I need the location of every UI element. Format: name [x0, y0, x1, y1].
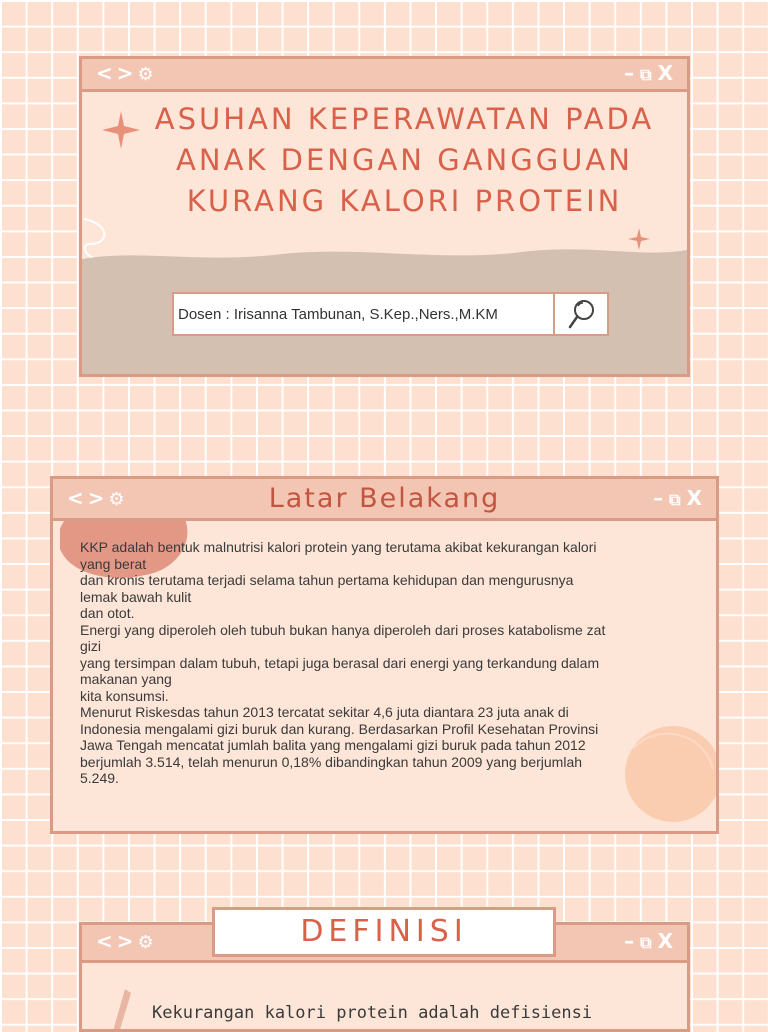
minimize-icon[interactable]: – [624, 61, 635, 85]
gear-icon[interactable]: ⚙ [137, 932, 158, 953]
gear-icon[interactable]: ⚙ [108, 489, 129, 510]
definition-text: Kekurangan kalori protein adalah defisiensi [152, 1003, 593, 1023]
title-window [79, 56, 690, 377]
window-controls [618, 61, 673, 85]
search-button[interactable] [553, 294, 607, 334]
gear-icon[interactable]: ⚙ [137, 64, 158, 85]
search-bar[interactable] [172, 292, 609, 336]
window-controls [618, 929, 673, 953]
minimize-icon[interactable]: – [653, 486, 664, 510]
title-window-titlebar [82, 59, 687, 92]
maximize-icon[interactable]: ⧉ [669, 490, 681, 509]
background-window-titlebar [53, 479, 716, 521]
close-icon[interactable]: X [686, 486, 702, 510]
sparkle-icon [100, 109, 142, 151]
chevron-right-icon[interactable]: > [116, 929, 138, 953]
window-controls [647, 486, 702, 510]
minimize-icon[interactable]: – [624, 929, 635, 953]
section-title-definisi: DEFINISI [300, 914, 468, 949]
background-paragraph: KKP adalah bentuk malnutrisi kalori protein yang terutama akibat kekurangan kalori yang berat dan kronis terutama terjadi selama tahun pertama kehidupan dan mengurusnya lemak bawah kulit dan otot. Energi yang diperoleh oleh tubuh bukan hanya diperoleh dari proses katabolisme zat gizi yang tersimpan dalam tubuh, tetapi juga berasal dari energi yang terkandung dalam makanan yang kita konsumsi. Menurut Riskesdas tahun 2013 tercatat sekitar 4,6 juta diantara 23 juta anak di Indonesia mengalami gizi buruk dan kurang. Berdasarkan Profil Kesehatan Provinsi Jawa Tengah mencatat jumlah balita yang mengalami gizi buruk pada tahun 2012 berjumlah 3.514, telah menurun 0,18% dibandingkan tahun 2009 yang berjumlah 5.249. [80, 539, 606, 786]
definition-title-tab [212, 907, 556, 957]
chevron-left-icon[interactable]: < [96, 61, 117, 85]
chevron-left-icon[interactable]: < [96, 929, 117, 953]
brush-decoration [107, 985, 137, 1032]
chevron-left-icon[interactable]: < [67, 486, 88, 510]
magnifier-icon [555, 294, 607, 334]
nav-controls [96, 929, 158, 953]
maximize-icon[interactable]: ⧉ [640, 65, 652, 84]
maximize-icon[interactable]: ⧉ [640, 933, 652, 952]
close-icon[interactable]: X [657, 929, 673, 953]
section-title-latar-belakang: Latar Belakang [268, 483, 501, 514]
chevron-right-icon[interactable]: > [116, 61, 138, 85]
nav-controls [96, 61, 158, 85]
background-window [50, 476, 719, 834]
search-input[interactable]: Dosen : Irisanna Tambunan, S.Kep.,Ners.,M.KM [178, 306, 498, 323]
close-icon[interactable]: X [657, 61, 673, 85]
chevron-right-icon[interactable]: > [87, 486, 109, 510]
page-title: ASUHAN KEPERAWATAN PADA ANAK DENGAN GANGGUAN KURANG KALORI PROTEIN [154, 102, 655, 218]
